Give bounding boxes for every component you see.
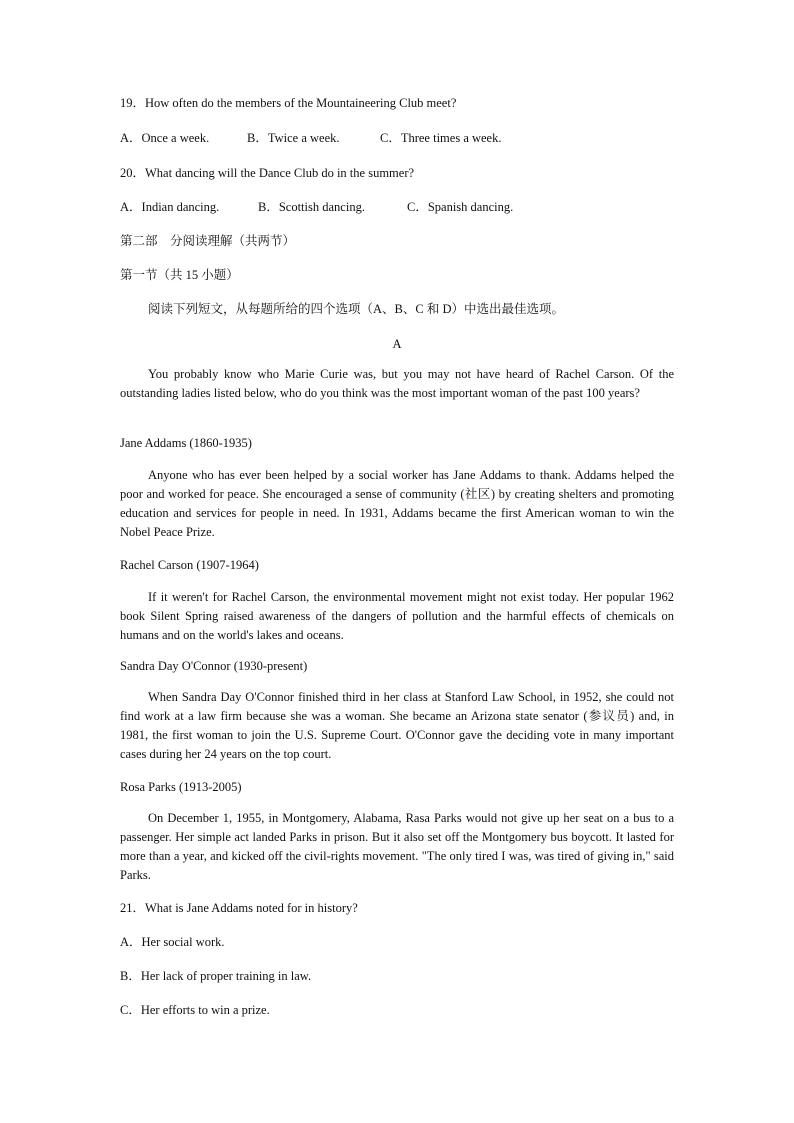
bio-name-oconnor: Sandra Day O'Connor (1930-present): [120, 659, 308, 673]
bio-name-addams: Jane Addams (1860-1935): [120, 436, 252, 450]
q19-option-b: B．Twice a week.: [247, 131, 340, 145]
bio-text-parks: On December 1, 1955, in Montgomery, Alabama, Rasa Parks would not give up her seat on a bus to a passenger. Her simple act landed Parks in prison. But it also set off the Montgomery bus boycott. It lasted for more than a year, and kicked off the civil-rights movement. "The only tired I was, was tired of giving in," said Parks.: [120, 811, 674, 882]
passage-intro: You probably know who Marie Curie was, but you may not have heard of Rachel Carson. Of the outstanding ladies listed below, who do you think was the most important woman of the past 100 years?: [120, 367, 674, 400]
bio-name-carson: Rachel Carson (1907-1964): [120, 558, 259, 572]
section1-heading: 第一节（共 15 小题）: [120, 268, 239, 282]
q21-option-b: B．Her lack of proper training in law.: [120, 969, 312, 983]
bio-name-parks: Rosa Parks (1913-2005): [120, 780, 242, 794]
q21-option-c: C．Her efforts to win a prize.: [120, 1003, 270, 1017]
bio-text-carson: If it weren't for Rachel Carson, the environmental movement might not exist today. Her popular 1962 book Silent Spring raised awareness of the dangers of pollution and the harmful effects of chemicals on humans and on the world's lakes and oceans.: [120, 590, 674, 642]
q20-stem: 20．What dancing will the Dance Club do in the summer?: [120, 166, 415, 180]
q21-option-a: A．Her social work.: [120, 935, 225, 949]
q21-stem: 21．What is Jane Addams noted for in history?: [120, 901, 358, 915]
q20-option-b: B．Scottish dancing.: [258, 200, 365, 214]
passage-label: A: [392, 337, 402, 351]
q20-option-a: A．Indian dancing.: [120, 200, 220, 214]
bio-text-oconnor: When Sandra Day O'Connor finished third in her class at Stanford Law School, in 1952, she could not find work at a law firm because she was a woman. She became an Arizona state senator (参议员) and, in 1981, the first woman to join the U.S. Supreme Court. O'Connor gave the deciding vote in many important cases during her 24 years on the top court.: [120, 690, 674, 761]
bio-text-addams: Anyone who has ever been helped by a social worker has Jane Addams to thank. Addams helped the poor and worked for peace. She encouraged a sense of community (社区) by creating shelters and promoting education and services for people in need. In 1931, Addams became the first American woman to win the Nobel Peace Prize.: [120, 468, 674, 539]
instruction: 阅读下列短文，从每题所给的四个选项（A、B、C 和 D）中选出最佳选项。: [148, 302, 564, 316]
q19-options: [120, 129, 502, 148]
q19-option-a: A．Once a week.: [120, 131, 210, 145]
q20-option-c: C．Spanish dancing.: [407, 200, 514, 214]
q20-options: [120, 198, 513, 217]
q19-stem: 19．How often do the members of the Mountaineering Club meet?: [120, 96, 457, 110]
q19-option-c: C．Three times a week.: [380, 131, 502, 145]
part2-heading: 第二部 分阅读理解（共两节）: [120, 234, 296, 248]
